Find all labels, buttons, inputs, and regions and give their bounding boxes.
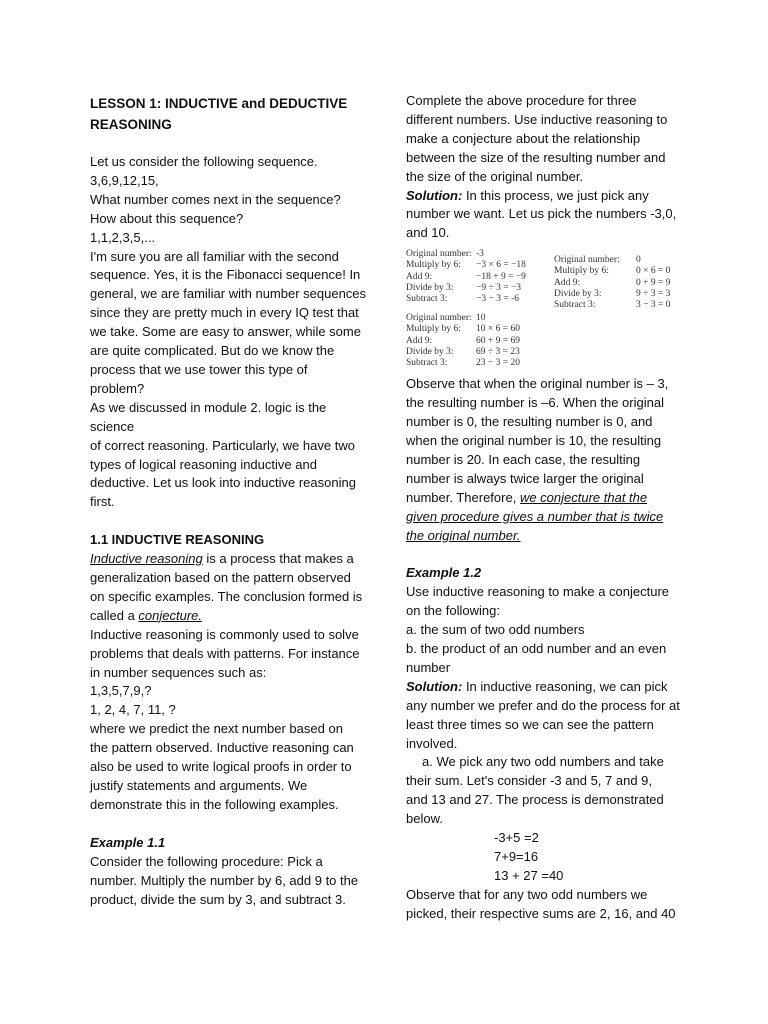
solution-label: Solution: (406, 678, 463, 694)
definition-paragraph: Inductive reasoning is a process that makes a generalization based on the pattern observed on specific examples. The conclusion formed is called a conjecture. Inductive reasoning is commonly used to solve problems that deals with patterns. For instance in number sequences such as: 1,3,5,7,9,? 1, 2, 4, 7, 11, ? where we predict the next number based on the pattern observed. Inductive reasoning can also be used to write logical proofs in order to justify statements and arguments. We demonstrate this in the following examples. (90, 551, 363, 812)
procedure-instructions: Complete the above procedure for three different numbers. Use inductive reasoning to make a conjecture about the relationship between the size of the resulting number and the size of the original number. Solution: In this process, we just pick any number we want. Let us pick the numbers -3,0, and 10. (406, 93, 677, 241)
procedure-block-neg3 (406, 249, 526, 305)
left-column (90, 93, 370, 909)
procedure-row: Subtract 3: 3 − 3 = 0 (554, 300, 671, 311)
observation-paragraph: Observe that when the original number is – 3, the resulting number is –6. When the original number is 0, the resulting number is 0, and when the original number is 10, the resulting number is 20. In each case, the resulting number is always twice larger the original number. Therefore, we conjecture that the given procedure gives a number that is twice the original number. (406, 376, 669, 543)
conjecture-statement: we conjecture that the (519, 489, 648, 505)
procedure-block-0 (554, 255, 670, 311)
equation: 13 + 27 =40 (494, 867, 564, 883)
procedure-row: Multiply by 6: −3 × 6 = −18 (406, 260, 526, 271)
procedure-row: Original number: 10 (406, 313, 486, 324)
procedure-row: Subtract 3: 23 − 3 = 20 (406, 358, 520, 369)
procedure-row: Subtract 3: −3 − 3 = -6 (406, 294, 519, 305)
procedure-row: Original number: 0 (554, 255, 641, 266)
procedure-row: Divide by 3: 69 ÷ 3 = 23 (406, 346, 520, 357)
procedure-row: Multiply by 6: 10 × 6 = 60 (406, 324, 520, 335)
procedure-row: Divide by 3: −9 ÷ 3 = −3 (406, 282, 522, 293)
equation: -3+5 =2 (494, 830, 539, 846)
procedure-row: Add 9: 0 + 9 = 9 (554, 277, 671, 288)
example-1-2-text: Use inductive reasoning to make a conjecture on the following: a. the sum of two odd numbers b. the product of an odd number and an even number Solution: In inductive reasoning, we can pick any number we prefer and do the process for at least three times so we can see the pattern involved. a. We pick any two odd numbers and take their sum. Let's consider -3 and 5, 7 and 9, and 13 and 27. The process is demonstrated below. -3+5 =2 7+9=16 13 + 27 =40 Observe that for any two odd numbers we picked, their respective sums are 2, 16, and 40 (406, 583, 692, 923)
procedure-row: Add 9: −18 + 9 = −9 (406, 271, 526, 282)
procedure-row: Add 9: 60 + 9 = 69 (406, 335, 520, 346)
example-1-1-heading: Example 1.1 (90, 834, 166, 850)
example-1-1-text: Consider the following procedure: Pick a number. Multiply the number by 6, add 9 to the product, divide the sum by 3, and subtract 3. (90, 853, 359, 907)
term-conjecture: conjecture. (138, 607, 203, 623)
right-column (406, 92, 692, 924)
intro-paragraph: Let us consider the following sequence. 3,6,9,12,15, What number comes next in the sequence? How about this sequence? 1,1,2,3,5,... I'm sure you are all familiar with the second sequence. Yes, it is the Fibonacci sequence! In general, we are familiar with number sequences since they are pretty much in every IQ test that we take. Some are easy to answer, while some are quite complicated. But do we know the process that we use tower this type of problem? As we discussed in module 2. logic is the science of correct reasoning. Particularly, we have two types of logical reasoning inductive and deductive. Let us look into inductive reasoning first. (90, 154, 367, 510)
term-inductive-reasoning: Inductive reasoning (90, 551, 203, 567)
procedure-table (406, 249, 690, 371)
lesson-title: LESSON 1: INDUCTIVE and DEDUCTIVE REASONING (90, 96, 348, 132)
procedure-row: Multiply by 6: 0 × 6 = 0 (554, 266, 671, 277)
procedure-row: Original number: -3 (406, 249, 484, 260)
procedure-block-10 (406, 313, 520, 369)
section-heading: 1.1 INDUCTIVE REASONING (90, 532, 265, 548)
example-1-2-heading: Example 1.2 (406, 565, 482, 581)
equation: 7+9=16 (494, 849, 539, 864)
solution-label: Solution: (406, 187, 463, 203)
procedure-row: Divide by 3: 9 ÷ 3 = 3 (554, 288, 671, 299)
